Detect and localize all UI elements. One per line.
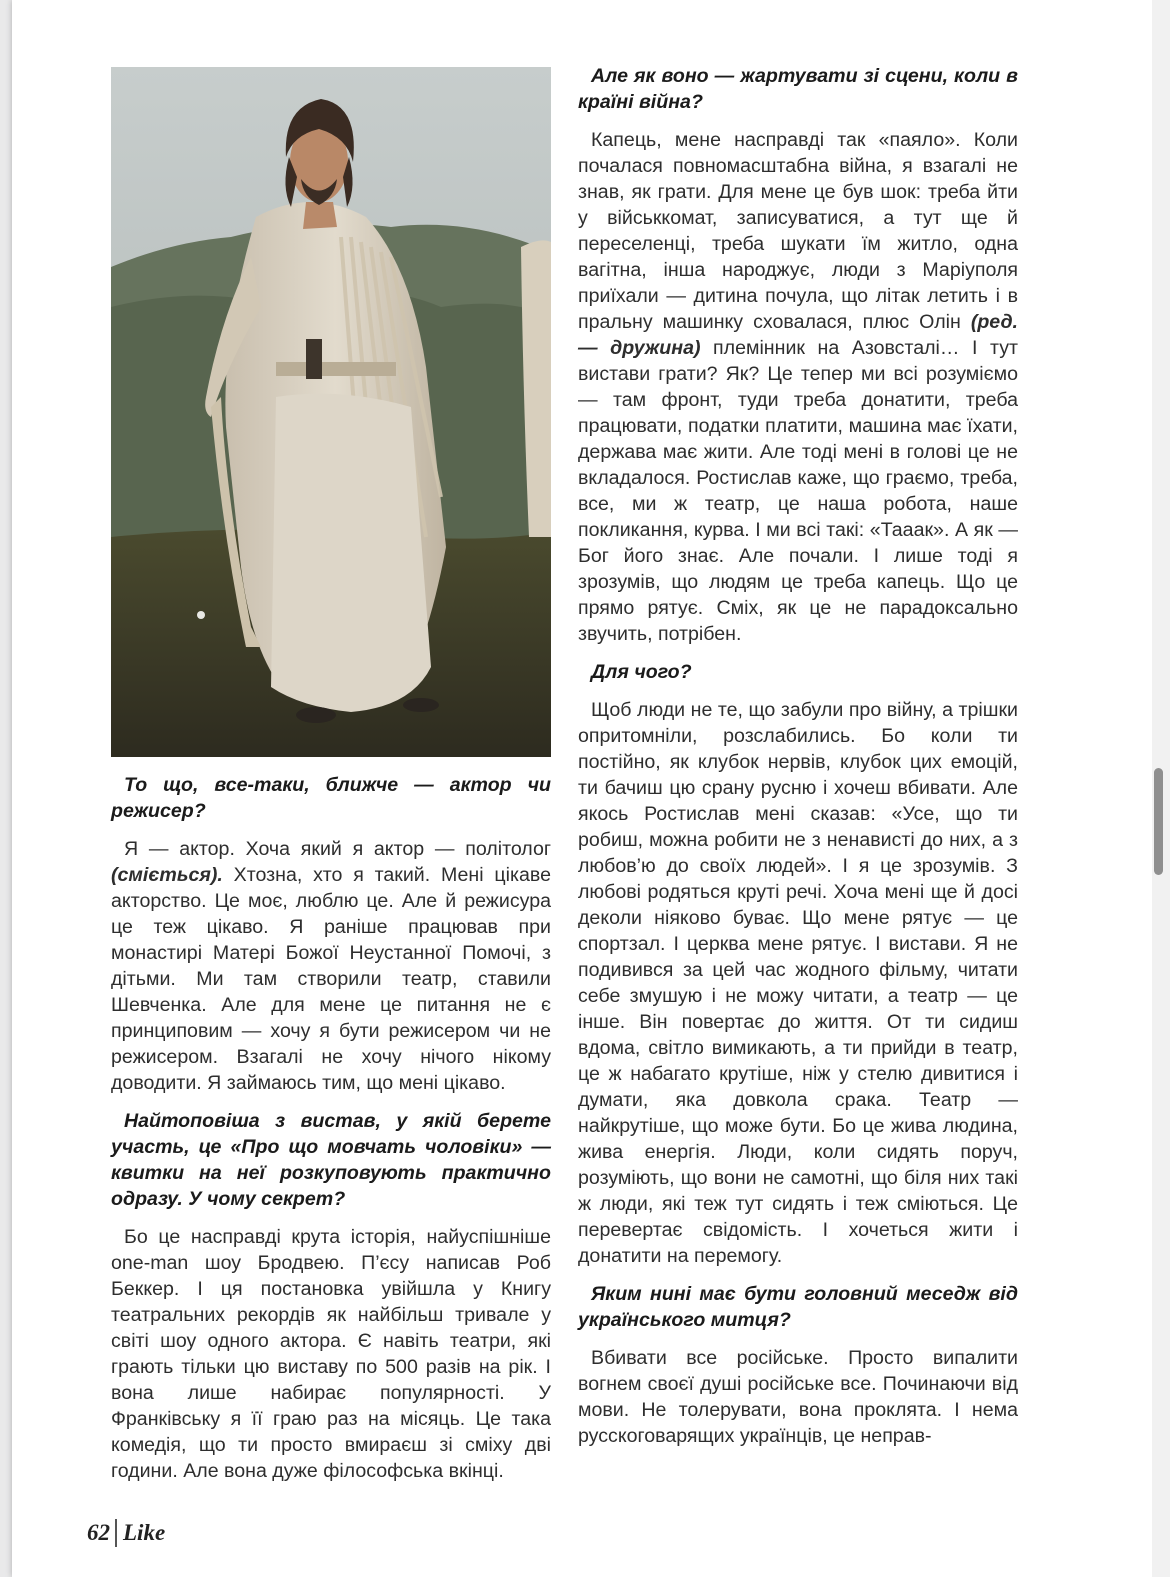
page-number: 62 <box>87 1520 110 1545</box>
stage-remark: (сміється). <box>111 864 223 886</box>
answer-main-message: Вбивати все російське. Просто випалити вогнем своєї душі російське все. Починаючи від мови. Не толерувати, вона проклята. І нема русскоговарящих українців, це неправ- <box>578 1347 1018 1447</box>
question-joking-in-war: Але як воно — жартувати зі сцени, коли в країні війна? <box>578 65 1018 113</box>
left-column <box>111 772 551 1484</box>
answer-text-part: Капець, мене насправді так «паяло». Коли почалася повномасштабна війна, я взагалі не знав, як грати. Для мене це був шок: треба йти у військкомат, записуватися, а тут ще й переселенці, треба шукати їм житло, одна вагітна, інша народжує, люди з Маріуполя приїхали — дитина почула, що літак летить і в пральну машинку сховалася, плюс Олін <box>578 129 1018 333</box>
editor-note: (ред. — дружина) <box>578 311 1018 359</box>
right-column <box>578 63 1018 1449</box>
actor-photo <box>111 67 551 757</box>
answer-joking-in-war <box>578 127 1018 647</box>
answer-text-part: Я — актор. Хоча який я актор — політолог <box>124 838 551 860</box>
answer-text-part: Хтозна, хто я такий. Мені цікаве акторство. Це моє, люблю це. Але й режисура це теж цікаво. Я раніше працював при монастирі Матері Божої Неустанної Помочі, з дітьми. Ми там створили театр, ставили Шевченка. Але для мене це питання не є принциповим — хочу я бути режисером чи не режисером. Взагалі не хочу нічого нікому доводити. Я займаюсь тим, що мені цікаво. <box>111 864 551 1094</box>
answer-what-for: Щоб люди не те, що забули про війну, а трішки опритомніли, розслабились. Бо коли ти постійно, як клубок нервів, клубок цих емоцій, ти бачиш цю срану русню і хочеш вбивати. Але якось Ростислав мені сказав: «Усе, що ти робиш, можна робити не з ненависті до них, а з любов’ю до своїх людей». І я це зрозумів. З любові родяться круті речі. Хоча мені ще й досі деколи ніяково буває. Що мене рятує — це спортзал. І церква мене рятує. І вистави. Я не подивився за цей час жодного фільму, читати себе змушую і не можу читати, а театр — це інше. Він повертає до життя. От ти сидиш вдома, світло вимикають, а ти прийди в театр, це ж набагато крутіше, ніж у стелю дивитися і думати, яка довкола срака. Театр — найкрутіше, що може бути. Бо це жива людина, жива енергія. Люди, коли сидять поруч, розуміють, що вони не самотні, що біля них такі ж люди, які теж тут сидять і теж сміються. Це перевертає свідомість. І хочеться жити і донатити на перемогу. <box>578 699 1018 1267</box>
question-main-message: Яким нині має бути головний меседж від українського митця? <box>578 1283 1018 1331</box>
answer-text-part: племінник на Азовсталі… І тут вистави грати? Як? Це тепер ми всі розуміємо — там фронт, туди треба донатити, треба працювати, податки платити, машина має їхати, держава має жити. Але тоді мені в голові це не вкладалося. Ростислав каже, що граємо, треба, все, ми ж театр, це наша робота, наше покликання, курва. І ми всі такі: «Тааак». А як — Бог його знає. Але почали. І лише тоді я зрозумів, що людям це треба капець. Що це прямо рятує. Сміх, як це не парадоксально звучить, потрібен. <box>578 337 1018 645</box>
footer-divider <box>115 1519 117 1547</box>
magazine-name: Like <box>123 1520 166 1545</box>
scrollbar-thumb[interactable] <box>1154 768 1163 875</box>
page-footer <box>87 1516 165 1550</box>
answer-top-show: Бо це насправді крута історія, найуспішніше one-man шоу Бродвею. П’єсу написав Роб Беккер. І ця постановка увійшла у Книгу театральних рекордів як найбільш тривале у світі шоу одного актора. Є навіть театри, які грають тільки цю виставу по 500 разів на рік. І вона лише набирає популярності. У Франківську я її граю раз на місяць. Це така комедія, що ти просто вмираєш зі сміху дві години. Але вона дуже філософська вкінці. <box>111 1226 551 1482</box>
question-what-for: Для чого? <box>591 661 692 683</box>
question-top-show: Найтоповіша з вистав, у якій берете участь, це «Про що мовчать чоловіки» — квитки на неї розкуповують практично одразу. У чому секрет? <box>111 1110 551 1210</box>
question-actor-or-director: То що, все-таки, ближче — актор чи режисер? <box>111 774 551 822</box>
answer-actor-or-director <box>111 836 551 1096</box>
